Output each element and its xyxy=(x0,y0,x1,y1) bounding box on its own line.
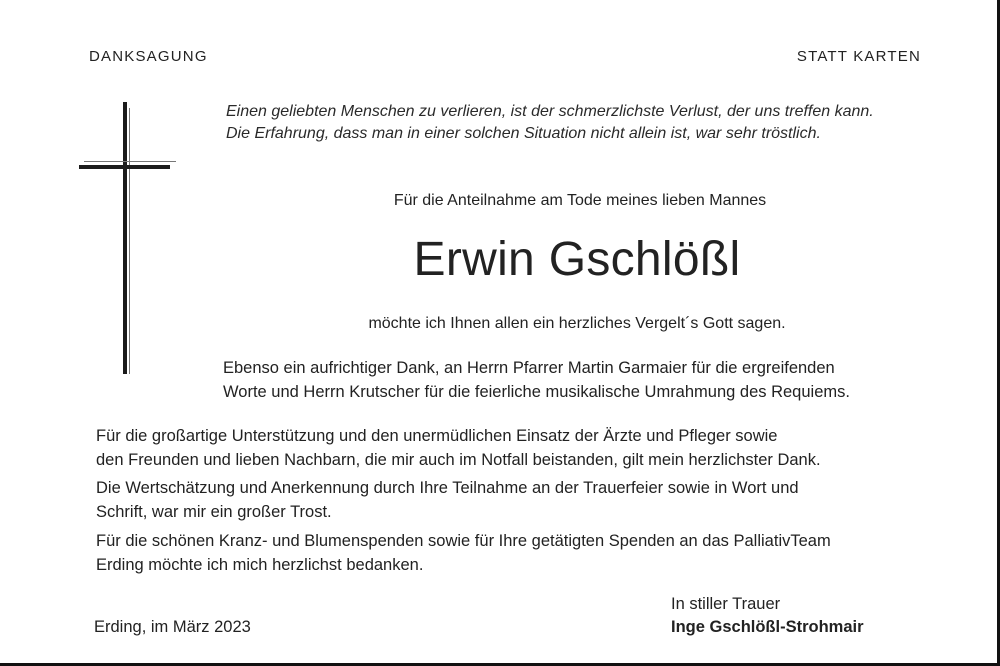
paragraph-2-line-2: Schrift, war mir ein großer Trost. xyxy=(96,503,332,521)
quote-line-2: Die Erfahrung, dass man in einer solchen Situation nicht allein ist, war sehr tröstlich. xyxy=(226,125,821,142)
intro-line: Für die Anteilnahme am Tode meines lieben Mannes xyxy=(393,192,767,209)
header-danksagung: DANKSAGUNG xyxy=(89,48,208,65)
paragraph-3-line-2: Erding möchte ich mich herzlichst bedanken. xyxy=(96,556,424,574)
paragraph-1-line-1: Für die großartige Unterstützung und den unermüdlichen Einsatz der Ärzte und Pfleger sowie xyxy=(96,427,778,445)
paragraph-1-line-2: den Freunden und lieben Nachbarn, die mir auch im Notfall beistanden, gilt mein herzlichster Dank. xyxy=(96,451,821,469)
mourning-text: In stiller Trauer xyxy=(671,595,781,613)
special-thanks-line-1: Ebenso ein aufrichtiger Dank, an Herrn Pfarrer Martin Garmaier für die ergreifenden xyxy=(223,359,835,377)
place-date: Erding, im März 2023 xyxy=(94,618,251,636)
paragraph-2-line-1: Die Wertschätzung und Anerkennung durch Ihre Teilnahme an der Trauerfeier sowie in Wort und xyxy=(96,479,799,497)
quote-line-1: Einen geliebten Menschen zu verlieren, ist der schmerzlichste Verlust, der uns treffen kann. xyxy=(226,103,874,120)
special-thanks-line-2: Worte und Herrn Krutscher für die feierliche musikalische Umrahmung des Requiems. xyxy=(223,383,850,401)
signature: Inge Gschlößl-Strohmair xyxy=(671,618,864,636)
header-statt-karten: STATT KARTEN xyxy=(796,48,921,65)
paragraph-3-line-1: Für die schönen Kranz- und Blumenspenden sowie für Ihre getätigten Spenden an das PalliativTeam xyxy=(96,532,831,550)
deceased-name: Erwin Gschlößl xyxy=(413,233,741,286)
thanks-line: möchte ich Ihnen allen ein herzliches Vergelt´s Gott sagen. xyxy=(368,315,786,332)
